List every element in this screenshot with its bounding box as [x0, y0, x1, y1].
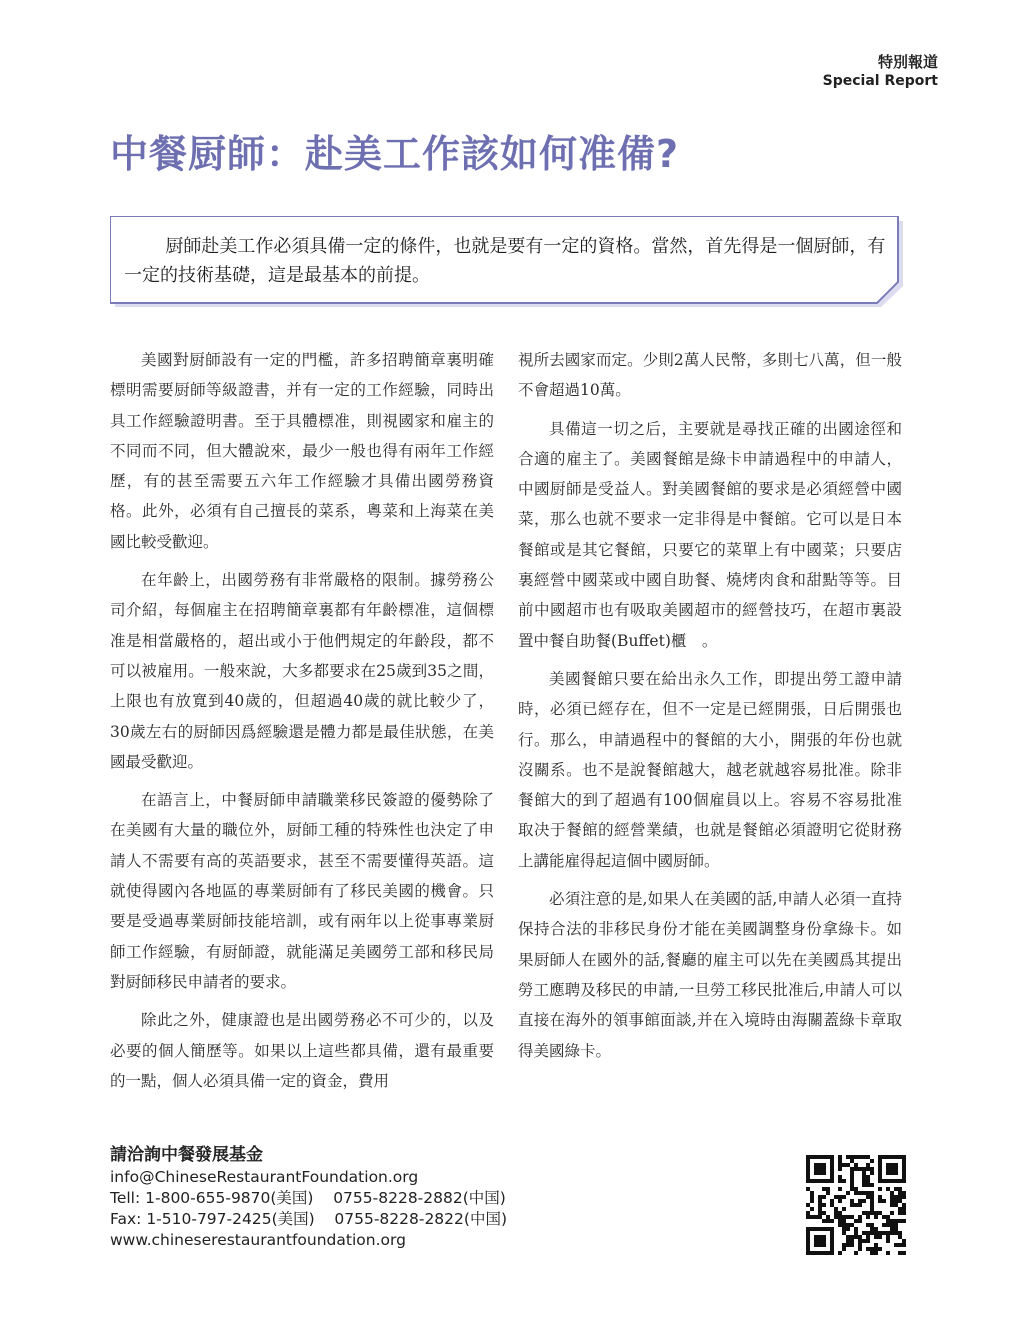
- paragraph: 美國餐館只要在給出永久工作，即提出勞工證申請時，必須已經存在，但不一定是已經開張，日后開張也行。那么，申請過程中的餐館的大小，開張的年份也就沒關系。也不是說餐館越大，越老就越容易批准。除非餐館大的到了超過有100個雇員以上。容易不容易批准取决于餐館的經營業績，也就是餐館必須證明它從財務上講能雇得起這個中國厨師。: [518, 669, 902, 870]
- contact-heading: 請洽詢中餐發展基金: [110, 1145, 263, 1165]
- section-tag: [823, 52, 938, 90]
- intro-box: [110, 216, 904, 308]
- qr-code-icon: [806, 1155, 906, 1255]
- paragraph: 除此之外，健康證也是出國勞務必不可少的，以及必要的個人簡歷等。如果以上這些都具備，還有最重要的一點，個人必須具備一定的資金，費用: [110, 1011, 494, 1090]
- paragraph-continued: 視所去國家而定。少則2萬人民幣，多則七八萬，但一般不會超過10萬。: [518, 351, 902, 400]
- section-label-zh: 特別報道: [877, 53, 938, 71]
- contact-email[interactable]: info@ChineseRestaurantFoundation.org: [110, 1168, 419, 1186]
- contact-tel: Tell: 1-800-655-9870(美国) 0755-8228-2882(中国): [110, 1189, 506, 1207]
- article-column-right: [518, 345, 902, 1074]
- article-column-left: [110, 345, 494, 1104]
- paragraph: 在年齡上，出國勞務有非常嚴格的限制。據勞務公司介紹，每個雇主在招聘簡章裏都有年齡標准，這個標准是相當嚴格的，超出或小于他們規定的年齡段，都不可以被雇用。一般來說，大多都要求在25歲到35之間，上限也有放寬到40歲的，但超過40歲的就比較少了，30歲左右的厨師因爲經驗還是體力都是最佳狀態，在美國最受歡迎。: [110, 571, 494, 771]
- paragraph: 美國對厨師設有一定的門檻，許多招聘簡章裏明確標明需要厨師等級證書，并有一定的工作經驗，同時出具工作經驗證明書。至于具體標准，則視國家和雇主的不同而不同，但大體說來，最少一般也得有兩年工作經歷，有的甚至需要五六年工作經驗才具備出國勞務資格。此外，必須有自己擅長的菜系，粵菜和上海菜在美國比較受歡迎。: [110, 351, 494, 551]
- contact-block: [110, 1143, 507, 1251]
- intro-text: 厨師赴美工作必須具備一定的條件，也就是要有一定的資格。當然，首先得是一個厨師，有一定的技術基礎，這是最基本的前提。: [124, 236, 886, 286]
- contact-website[interactable]: www.chineserestaurantfoundation.org: [110, 1231, 406, 1249]
- contact-fax: Fax: 1-510-797-2425(美国) 0755-8228-2822(中国): [110, 1210, 507, 1228]
- paragraph: 必須注意的是,如果人在美國的話,申請人必須一直持保持合法的非移民身份才能在美國調整身份拿綠卡。如果厨師人在國外的話,餐廳的雇主可以先在美國爲其提出勞工應聘及移民的申請,一旦勞工移民批准后,申請人可以直接在海外的領事館面談,并在入境時由海關蓋綠卡章取得美國綠卡。: [518, 890, 902, 1060]
- paragraph: 具備這一切之后，主要就是尋找正確的出國途徑和合適的雇主了。美國餐館是綠卡申請過程中的申請人，中國厨師是受益人。對美國餐館的要求是必須經營中國菜，那么也就不要求一定非得是中餐館。它可以是日本餐館或是其它餐館，只要它的菜單上有中國菜；只要店裏經營中國菜或中國自助餐、燒烤肉食和甜點等等。目前中國超市也有吸取美國超市的經營技巧，在超市裏設置中餐自助餐(Buffet)櫃 。: [518, 419, 902, 650]
- section-label-en: Special Report: [822, 73, 938, 89]
- article-title: 中餐厨師：赴美工作該如何准備?: [110, 132, 680, 176]
- paragraph: 在語言上，中餐厨師申請職業移民簽證的優勢除了在美國有大量的職位外，厨師工種的特殊性也決定了申請人不需要有高的英語要求，甚至不需要懂得英語。這就使得國內各地區的專業厨師有了移民美國的機會。只要是受過專業厨師技能培訓，或有兩年以上從事專業厨師工作經驗，有厨師證，就能滿足美國勞工部和移民局對厨師移民申請者的要求。: [110, 791, 494, 991]
